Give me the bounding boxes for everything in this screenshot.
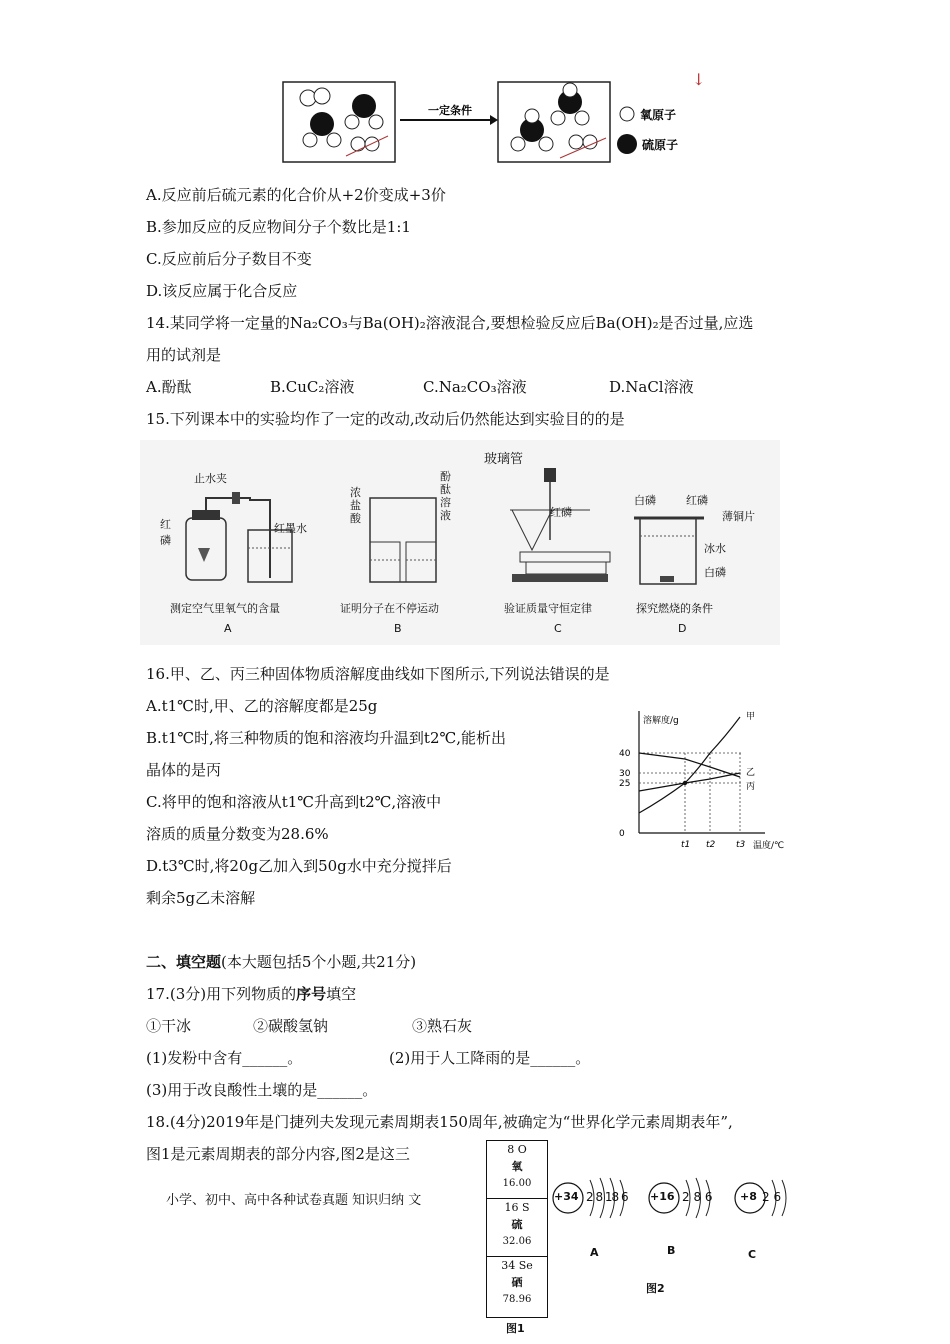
q16-option-d-line1: D.t3℃时,将20g乙加入到50g水中充分搅拌后	[146, 857, 452, 875]
exp-b-caption: 证明分子在不停运动	[340, 602, 439, 615]
q17-question-3: (3)用于改良酸性土壤的是______。	[146, 1081, 378, 1099]
q13-option-d: D.该反应属于化合反应	[146, 282, 298, 300]
atom-structures-figure	[550, 1168, 790, 1228]
exp-d-label-cu: 薄铜片	[722, 510, 755, 523]
chart-series-line	[639, 773, 740, 791]
section2-title-bold: 二、填空题	[146, 953, 222, 971]
chart-intersection-point	[683, 781, 687, 785]
cell-mass: 78.96	[502, 1294, 532, 1305]
q17-question-2: (2)用于人工降雨的是______。	[389, 1049, 591, 1067]
q16-option-b-line2: 晶体的是丙	[146, 761, 222, 779]
periodic-cell	[487, 1257, 547, 1315]
q17-stem-pre: 17.(3分)用下列物质的	[146, 985, 297, 1003]
exp-d-letter: D	[678, 622, 687, 635]
chart-y-tick: 0	[619, 829, 625, 839]
chart-x-tick: t3	[736, 840, 746, 850]
exp-c-label-tube: 玻璃管	[484, 452, 524, 467]
atom-a-nucleus: +34	[554, 1190, 579, 1203]
exp-a-label-clip: 止水夹	[194, 472, 227, 485]
q14-stem-line2: 用的试剂是	[146, 346, 222, 364]
periodic-cell	[487, 1199, 547, 1257]
chart-series-line	[639, 717, 740, 813]
q17-stem	[146, 984, 356, 1004]
atom-c-letter: C	[748, 1248, 757, 1261]
q17-stem-post: 填空	[326, 985, 357, 1003]
red-mark-icon: ↓	[692, 70, 706, 89]
chart-ylabel: 溶解度/g	[643, 716, 679, 726]
q14-option-c: C.Na₂CO₃溶液	[423, 378, 527, 396]
atom-a-letter: A	[590, 1246, 599, 1259]
periodic-cell	[487, 1141, 547, 1199]
cell-mass: 32.06	[502, 1236, 532, 1247]
q14-option-d: D.NaCl溶液	[609, 378, 694, 396]
cell-name: 硫	[511, 1218, 523, 1231]
exp-d-label-wp2: 白磷	[704, 566, 726, 579]
q16-option-c-line2: 溶质的质量分数变为28.6%	[146, 825, 329, 843]
cell-number-symbol: 34 Se	[501, 1259, 533, 1272]
q17-item-1: ①干冰	[146, 1017, 192, 1035]
chart-y-tick: 40	[619, 749, 631, 759]
exp-c-label-p: 红磷	[550, 506, 572, 519]
q18-stem-line2: 图1是元素周期表的部分内容,图2是这三	[146, 1145, 410, 1163]
q14-option-a: A.酚酞	[146, 378, 192, 396]
q16-stem: 16.甲、乙、丙三种固体物质溶解度曲线如下图所示,下列说法错误的是	[146, 665, 610, 683]
q13-option-a: A.反应前后硫元素的化合价从+2价变成+3价	[146, 186, 446, 204]
exp-b-letter: B	[394, 622, 402, 635]
exp-d-label-ice: 冰水	[704, 542, 726, 555]
chart-series-label: 甲	[746, 712, 756, 722]
exp-c-letter: C	[554, 622, 562, 635]
exp-a-caption: 测定空气里氧气的含量	[170, 602, 280, 615]
exp-a-label-water: 红墨水	[274, 522, 307, 535]
exp-b-label-phenol: 酚酞溶液	[440, 470, 451, 522]
chart-series-label: 乙	[746, 768, 756, 778]
q17-question-1: (1)发粉中含有______。	[146, 1049, 303, 1067]
q13-option-b: B.参加反应的反应物间分子个数比是1:1	[146, 218, 411, 236]
q16-option-d-line2: 剩余5g乙未溶解	[146, 889, 256, 907]
exp-d-caption: 探究燃烧的条件	[636, 602, 713, 615]
exp-c-caption: 验证质量守恒定律	[504, 602, 592, 615]
section2-title	[146, 952, 416, 972]
cell-number-symbol: 8 O	[507, 1143, 527, 1156]
fig2-caption: 图2	[646, 1282, 665, 1295]
q17-item-3: ③熟石灰	[412, 1017, 473, 1035]
exp-b-label-acid: 浓盐酸	[350, 486, 361, 525]
chart-y-tick: 30	[619, 769, 631, 779]
atom-c-nucleus: +8	[740, 1190, 757, 1203]
chart-y-tick: 25	[619, 779, 631, 789]
exp-a-label-p: 红磷	[160, 518, 171, 547]
q16-option-a: A.t1℃时,甲、乙的溶解度都是25g	[146, 697, 378, 715]
section2-title-rest: (本大题包括5个小题,共21分)	[221, 953, 417, 971]
chart-series-label: 丙	[746, 782, 756, 792]
chart-x-tick: t1	[681, 840, 691, 850]
periodic-table-figure	[486, 1140, 548, 1318]
cell-name: 硒	[511, 1276, 523, 1289]
arrow-label: 一定条件	[428, 104, 472, 117]
q15-stem: 15.下列课本中的实验均作了一定的改动,改动后仍然能达到实验目的的是	[146, 410, 625, 428]
atom-a-shells: 2 8 18 6	[586, 1190, 628, 1204]
q14-stem-line1: 14.某同学将一定量的Na₂CO₃与Ba(OH)₂溶液混合,要想检验反应后Ba(OH)₂是否过量,应选	[146, 314, 754, 332]
chart-xlabel: 温度/℃	[753, 841, 785, 851]
q17-item-2: ②碳酸氢钠	[253, 1017, 329, 1035]
q14-option-b: B.CuC₂溶液	[270, 378, 355, 396]
legend-sulfur: 硫原子	[642, 138, 679, 152]
atom-c-shells: 2 6	[762, 1190, 782, 1204]
exp-a-letter: A	[224, 622, 232, 635]
solubility-chart	[615, 705, 815, 855]
q16-option-c-line1: C.将甲的饱和溶液从t1℃升高到t2℃,溶液中	[146, 793, 442, 811]
atom-b-letter: B	[667, 1244, 676, 1257]
q16-option-b-line1: B.t1℃时,将三种物质的饱和溶液均升温到t2℃,能析出	[146, 729, 507, 747]
chart-x-tick: t2	[706, 840, 716, 850]
q13-option-c: C.反应前后分子数目不变	[146, 250, 312, 268]
reaction-diagram	[280, 78, 730, 168]
chart-series-line	[639, 753, 740, 777]
cell-name: 氧	[511, 1160, 523, 1173]
exp-d-label-rp: 红磷	[686, 494, 708, 507]
atom-b-nucleus: +16	[650, 1190, 675, 1203]
cell-mass: 16.00	[502, 1178, 532, 1189]
q15-experiments-figure	[140, 440, 780, 645]
legend-oxygen: 氧原子	[640, 108, 677, 122]
fig1-caption: 图1	[506, 1322, 525, 1335]
q18-stem-line1: 18.(4分)2019年是门捷列夫发现元素周期表150周年,被确定为“世界化学元素周期表年”,	[146, 1113, 733, 1131]
atom-b-shells: 2 8 6	[682, 1190, 713, 1204]
exp-d-label-wp: 白磷	[634, 494, 656, 507]
cell-number-symbol: 16 S	[504, 1201, 530, 1214]
footer-text: 小学、初中、高中各种试卷真题 知识归纳 文	[166, 1193, 422, 1208]
q17-stem-bold: 序号	[296, 985, 327, 1003]
